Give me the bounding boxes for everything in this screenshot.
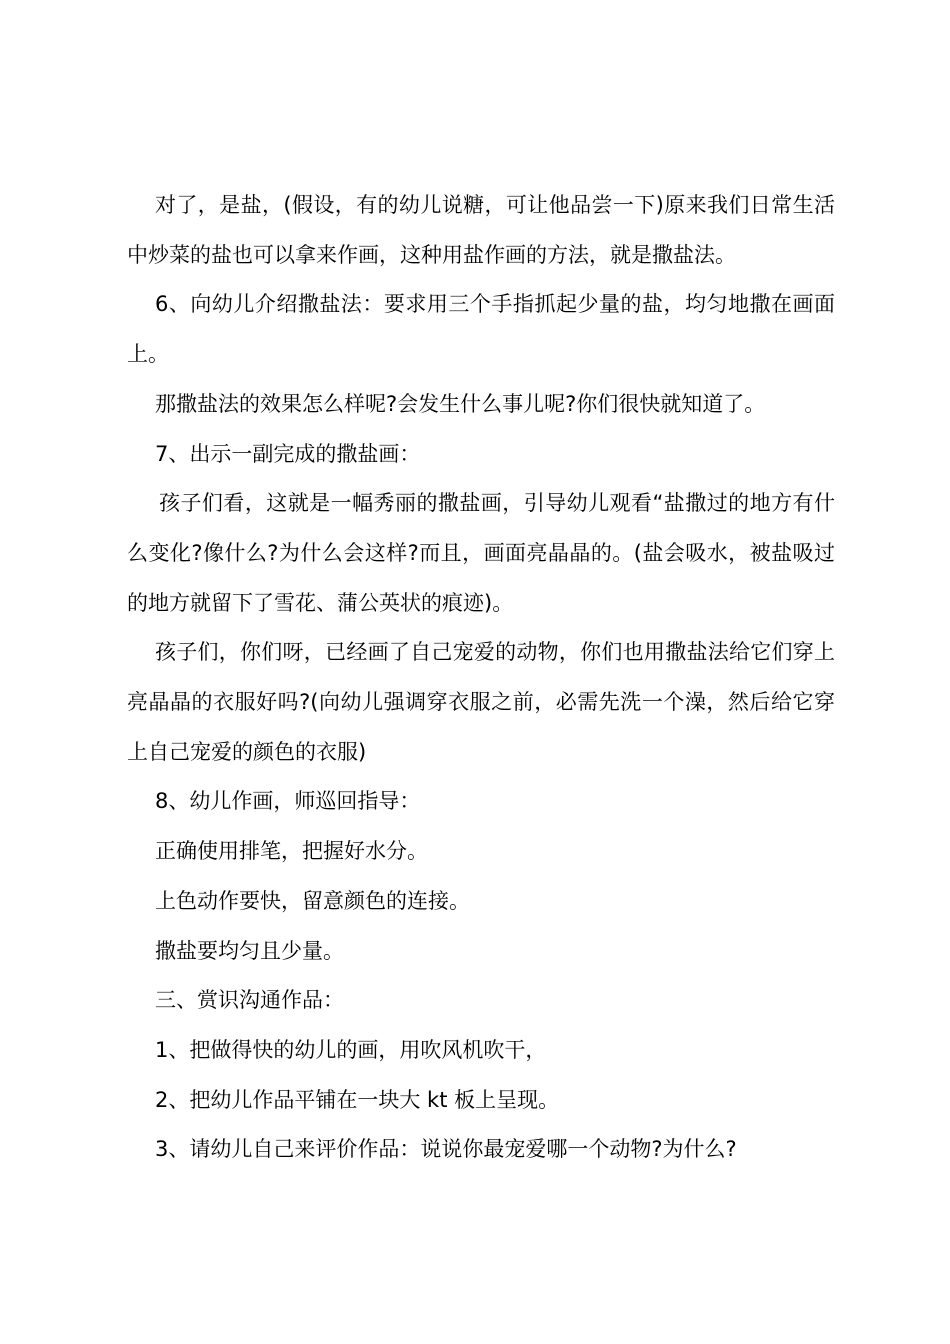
paragraph-dress-animals: 孩子们，你们呀，已经画了自己宠爱的动物，你们也用撒盐法给它们穿上亮晶晶的衣服好吗?(向幼儿强调穿衣服之前，必需先洗一个澡，然后给它穿上自己宠爱的颜色的衣服) [127,640,835,764]
paragraph-tip-brush: 正确使用排笔，把握好水分。 [155,839,428,864]
paragraph-effect-question: 那撒盐法的效果怎么样呢?会发生什么事儿呢?你们很快就知道了。 [155,391,766,416]
paragraph-item-1: 1、把做得快的幼儿的画，用吹风机吹干， [155,1037,547,1062]
paragraph-step-8: 8、幼儿作画，师巡回指导： [155,789,421,814]
paragraph-item-3: 3、请幼儿自己来评价作品：说说你最宠爱哪一个动物?为什么? [155,1137,737,1162]
paragraph-salt-intro: 对了，是盐，(假设，有的幼儿说糖，可让他品尝一下)原来我们日常生活中炒菜的盐也可以拿来作画，这种用盐作画的方法，就是撒盐法。 [127,193,835,267]
paragraph-step-6: 6、向幼儿介绍撒盐法：要求用三个手指抓起少量的盐，均匀地撒在画面上。 [127,292,835,367]
paragraph-look-at-painting: 孩子们看，这就是一幅秀丽的撒盐画，引导幼儿观看“盐撒过的地方有什么变化?像什么?为什么会这样?而且，画面亮晶晶的。(盐会吸水，被盐吸过的地方就留下了雪花、蒲公英状的痕迹)。 [127,491,835,615]
paragraph-tip-color: 上色动作要快，留意颜色的连接。 [155,888,470,913]
document-body [127,181,835,1175]
paragraph-section-3-heading: 三、赏识沟通作品： [155,988,344,1013]
paragraph-step-7: 7、出示一副完成的撒盐画： [155,441,421,466]
paragraph-tip-salt: 撒盐要均匀且少量。 [155,938,344,963]
paragraph-item-2: 2、把幼儿作品平铺在一块大 kt 板上呈现。 [155,1087,560,1112]
